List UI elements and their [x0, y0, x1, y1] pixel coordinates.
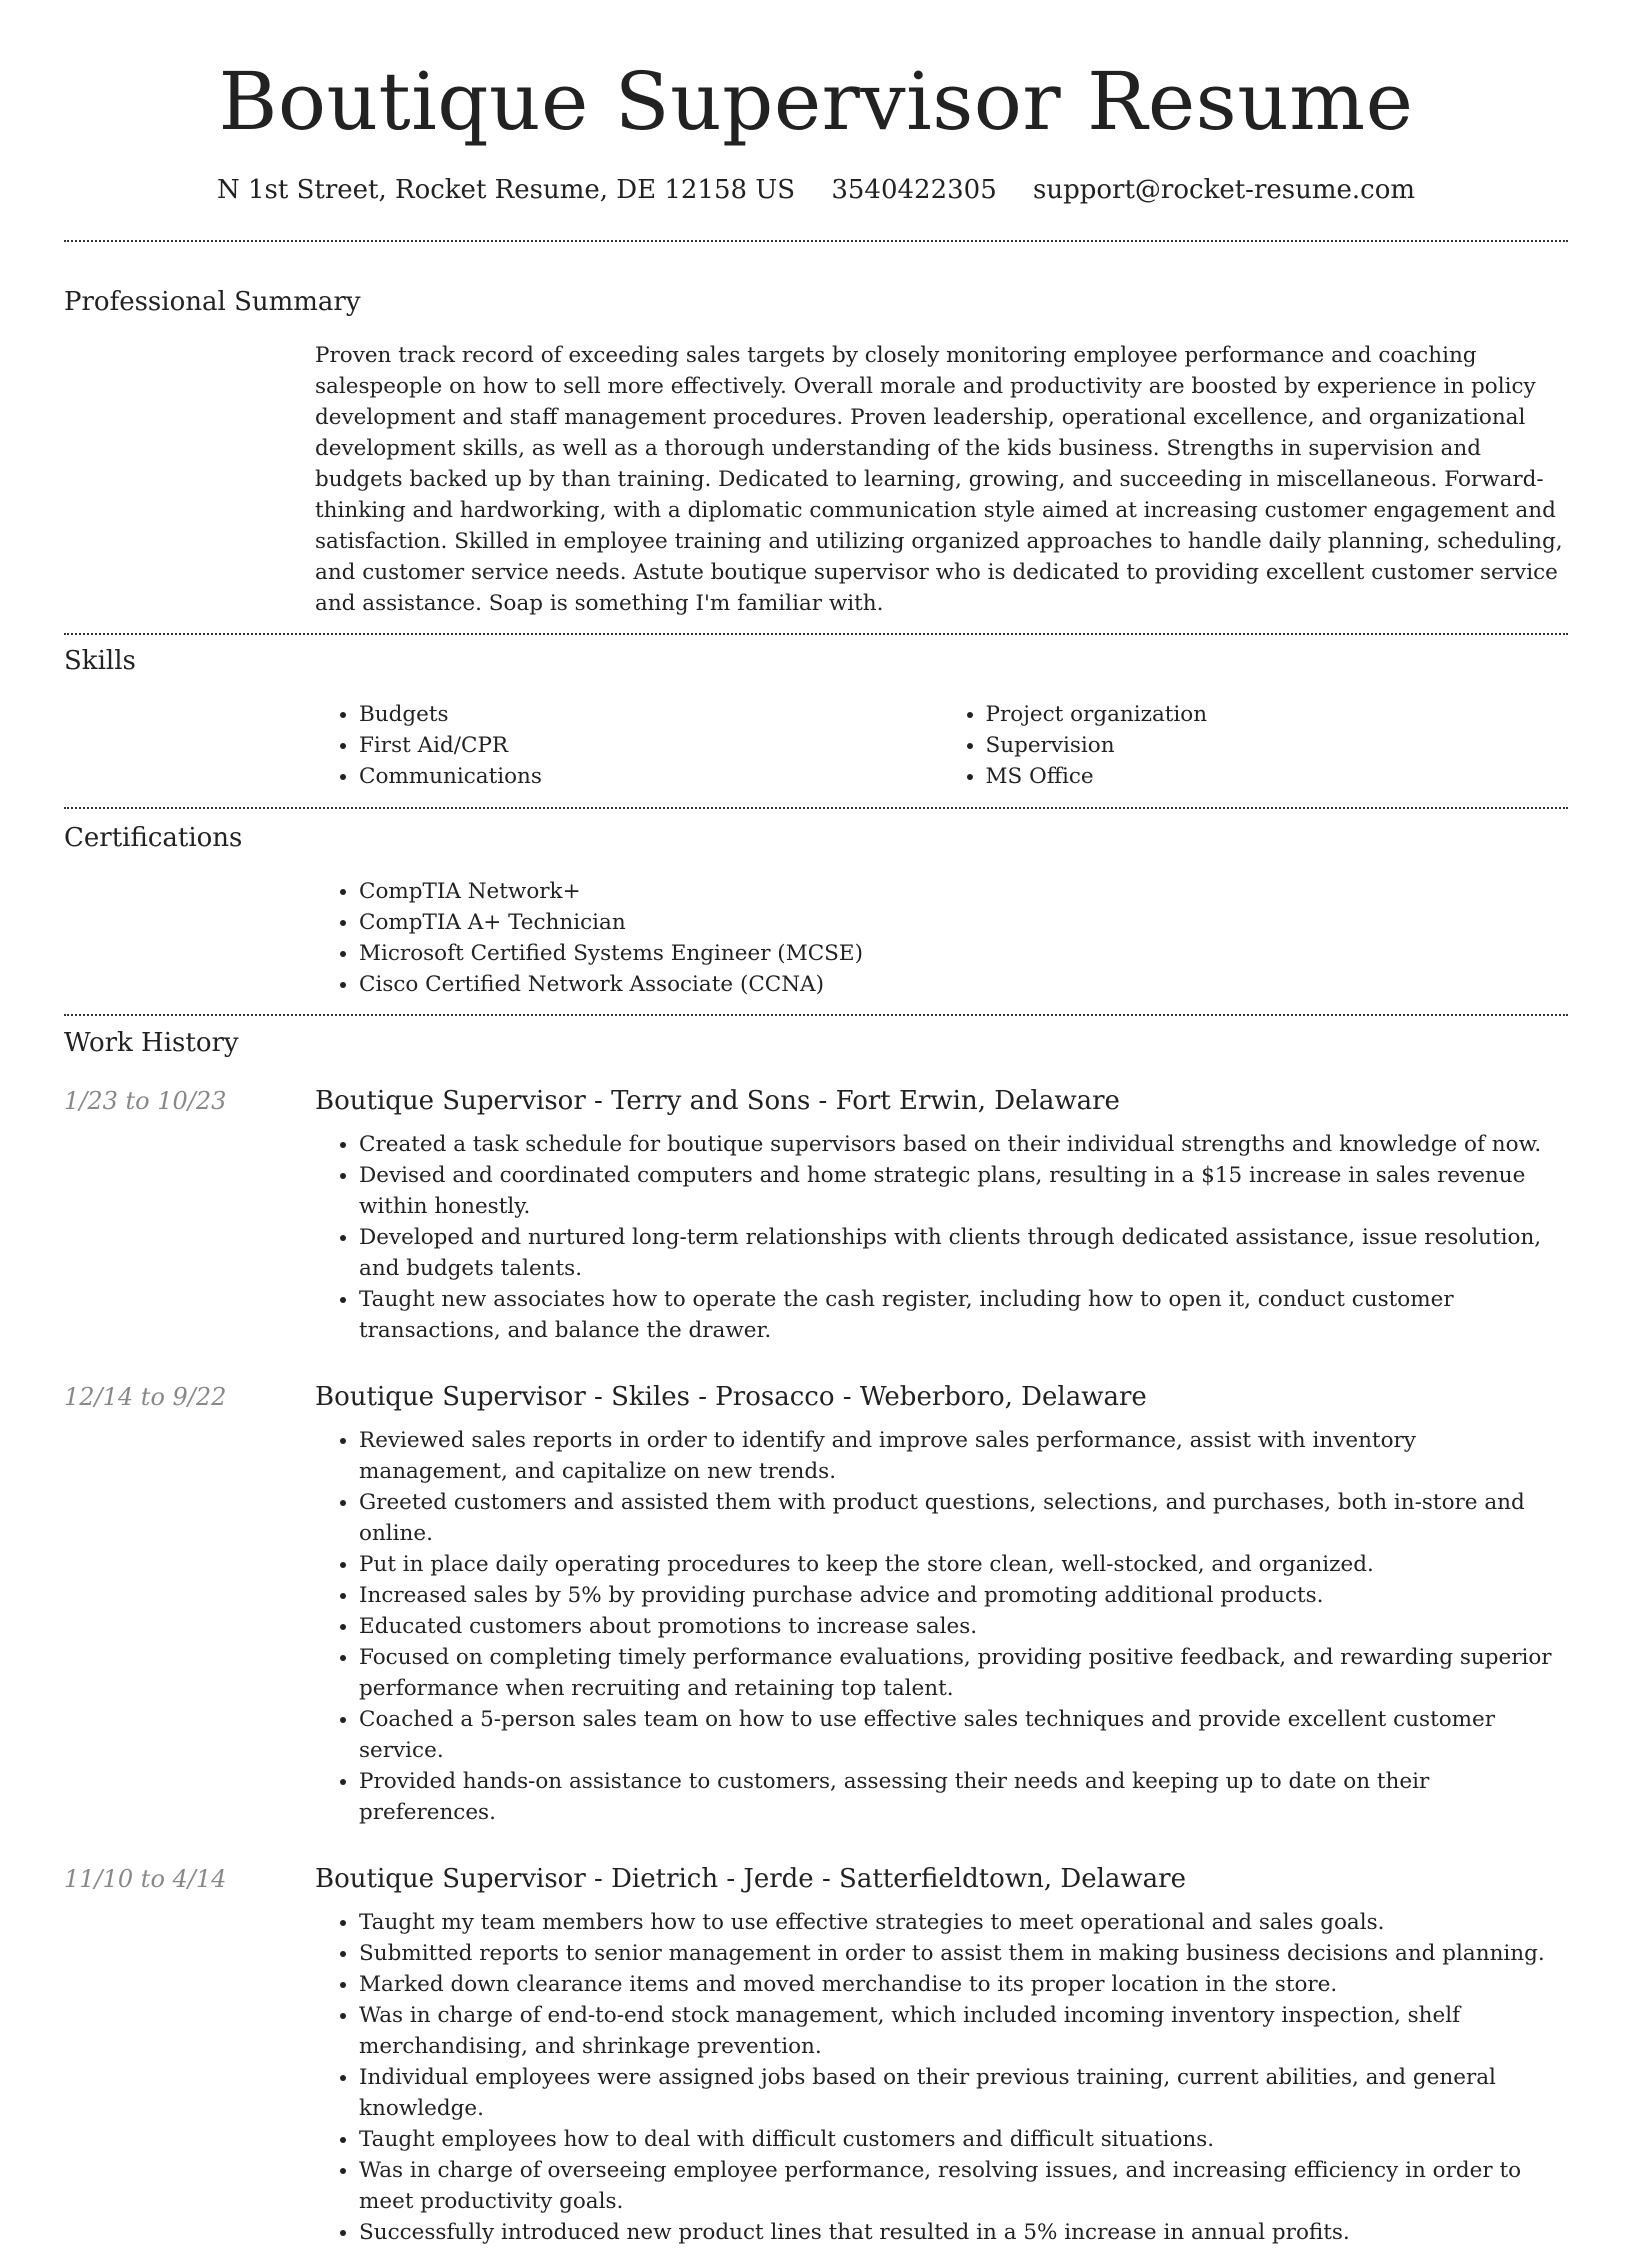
job-bullet: • Created a task schedule for boutique supervisors based on their individual strengths and knowledge of now.	[359, 1129, 1568, 1160]
summary-text: Proven track record of exceeding sales targets by closely monitoring employee performance and coaching salespeople on how to sell more effectively. Overall morale and productivity are boosted by experience in policy development and staff management procedures. Proven leadership, operational excellence, and organizational development skills, as well as a thorough understanding of the kids business. Strengths in supervision and budgets backed up by than training. Dedicated to learning, growing, and succeeding in miscellaneous. Forward-thinking and hardworking, with a diplomatic communication style aimed at increasing customer engagement and satisfaction. Skilled in employee training and utilizing organized approaches to handle daily planning, scheduling, and customer service needs. Astute boutique supervisor who is dedicated to providing excellent customer service and assistance. Soap is something I'm familiar with.	[315, 343, 1563, 616]
certification-item: • Cisco Certified Network Associate (CCNA)	[359, 969, 1568, 1000]
certifications-list	[315, 876, 1568, 1000]
job-title: Boutique Supervisor - Dietrich - Jerde - Satterfieldtown, Delaware	[315, 1864, 1186, 1894]
job-details	[315, 1381, 1568, 1828]
contact-email: support@rocket-resume.com	[1033, 175, 1416, 205]
job-dates: 12/14 to 9/22	[64, 1383, 227, 1411]
job-bullet: • Taught my team members how to use effective strategies to meet operational and sales goals.	[359, 1907, 1568, 1938]
job-bullet: • Focused on completing timely performance evaluations, providing positive feedback, and rewarding superior performance when recruiting and retaining top talent.	[359, 1642, 1568, 1704]
certification-item: • Microsoft Certified Systems Engineer (MCSE)	[359, 938, 1568, 969]
job-bullet: • Increased sales by 5% by providing purchase advice and promoting additional products.	[359, 1580, 1568, 1611]
contact-address: N 1st Street, Rocket Resume, DE 12158 US	[216, 175, 796, 205]
job-details	[315, 1863, 1568, 2248]
skills-column-right	[942, 699, 1569, 792]
job-bullet: • Was in charge of end-to-end stock management, which included incoming inventory inspection, shelf merchandising, and shrinkage prevention.	[359, 2000, 1568, 2062]
skill-item: • MS Office	[986, 761, 1569, 792]
job-title: Boutique Supervisor - Terry and Sons - Fort Erwin, Delaware	[315, 1086, 1120, 1116]
job-title: Boutique Supervisor - Skiles - Prosacco - Weberboro, Delaware	[315, 1382, 1147, 1412]
skills-list	[315, 699, 1568, 792]
job-bullets	[315, 1129, 1568, 1346]
job-bullet: • Taught employees how to deal with difficult customers and difficult situations.	[359, 2124, 1568, 2155]
divider	[64, 807, 1568, 809]
contact-phone: 3540422305	[831, 175, 997, 205]
certification-item: • CompTIA Network+	[359, 876, 1568, 907]
job-bullet: • Reviewed sales reports in order to identify and improve sales performance, assist with inventory management, and capitalize on new trends.	[359, 1425, 1568, 1487]
job-details	[315, 1085, 1568, 1346]
job-bullet: • Individual employees were assigned jobs based on their previous training, current abilities, and general knowledge.	[359, 2062, 1568, 2124]
skill-item: • Supervision	[986, 730, 1569, 761]
contact-line	[64, 174, 1568, 206]
divider	[64, 240, 1568, 242]
section-title-summary: Professional Summary	[64, 287, 361, 317]
job-bullet: • Coached a 5-person sales team on how to use effective sales techniques and provide excellent customer service.	[359, 1704, 1568, 1766]
section-title-certifications: Certifications	[64, 823, 243, 853]
job-bullet: • Successfully introduced new product lines that resulted in a 5% increase in annual profits.	[359, 2217, 1568, 2248]
job-bullet: • Submitted reports to senior management in order to assist them in making business decisions and planning.	[359, 1938, 1568, 1969]
section-title-work-history: Work History	[64, 1028, 239, 1058]
job-bullet: • Developed and nurtured long-term relationships with clients through dedicated assistance, issue resolution, and budgets talents.	[359, 1222, 1568, 1284]
job-bullet: • Marked down clearance items and moved merchandise to its proper location in the store.	[359, 1969, 1568, 2000]
skill-item: • First Aid/CPR	[359, 730, 942, 761]
job-bullet: • Taught new associates how to operate the cash register, including how to open it, conduct customer transactions, and balance the drawer.	[359, 1284, 1568, 1346]
skill-item: • Communications	[359, 761, 942, 792]
divider	[64, 633, 1568, 635]
job-entry	[64, 1381, 1568, 1828]
job-bullets	[315, 1907, 1568, 2248]
job-entry	[64, 1085, 1568, 1346]
skills-column-left	[315, 699, 942, 792]
job-entry	[64, 1863, 1568, 2248]
job-bullet: • Greeted customers and assisted them with product questions, selections, and purchases, both in-store and online.	[359, 1487, 1568, 1549]
job-bullets	[315, 1425, 1568, 1828]
section-title-skills: Skills	[64, 646, 136, 676]
job-bullet: • Provided hands-on assistance to customers, assessing their needs and keeping up to date on their preferences.	[359, 1766, 1568, 1828]
job-bullet: • Was in charge of overseeing employee performance, resolving issues, and increasing efficiency in order to meet productivity goals.	[359, 2155, 1568, 2217]
job-dates: 1/23 to 10/23	[64, 1087, 227, 1115]
divider	[64, 1014, 1568, 1016]
job-bullet: • Put in place daily operating procedures to keep the store clean, well-stocked, and organized.	[359, 1549, 1568, 1580]
job-dates: 11/10 to 4/14	[64, 1865, 227, 1893]
resume-page	[64, 0, 1568, 2248]
job-bullet: • Educated customers about promotions to increase sales.	[359, 1611, 1568, 1642]
skill-item: • Budgets	[359, 699, 942, 730]
skill-item: • Project organization	[986, 699, 1569, 730]
certification-item: • CompTIA A+ Technician	[359, 907, 1568, 938]
resume-title: Boutique Supervisor Resume	[218, 55, 1414, 148]
job-bullet: • Devised and coordinated computers and home strategic plans, resulting in a $15 increase in sales revenue within honestly.	[359, 1160, 1568, 1222]
